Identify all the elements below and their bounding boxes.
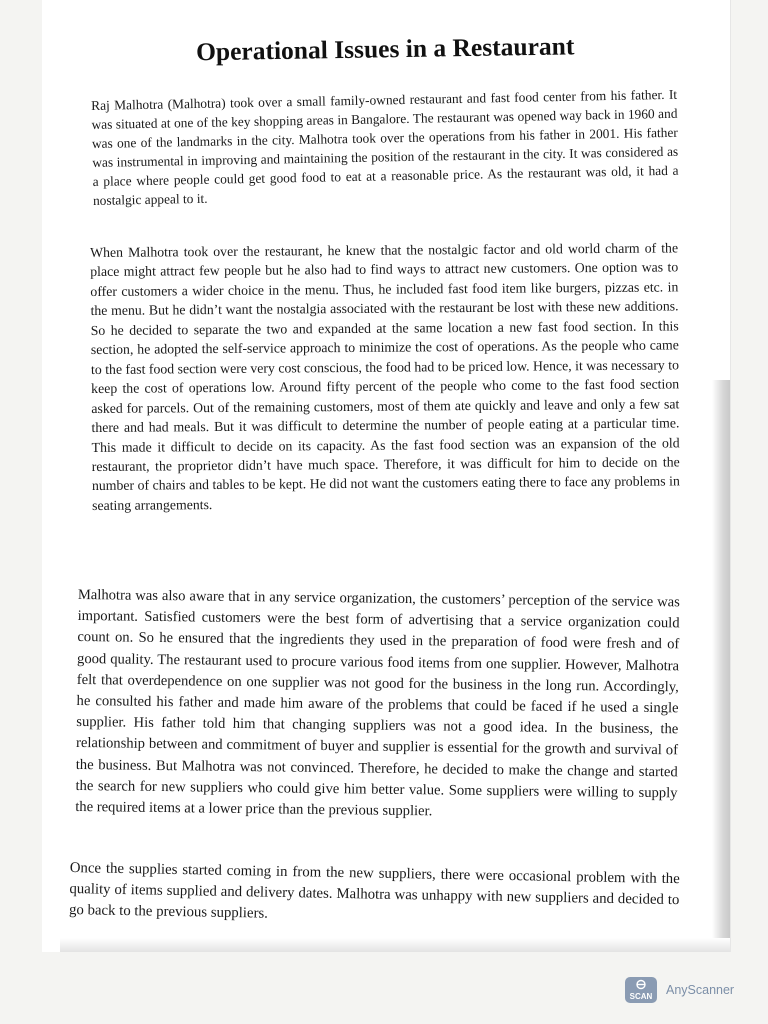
anyscanner-logo-icon — [624, 976, 658, 1004]
paragraph-1: Raj Malhotra (Malhotra) took over a small family-owned restaurant and fast food center from his father. It was situated at one of the key shopping areas in Bangalore. The restaurant was opened way back in 1960 and was one of the landmarks in the city. Malhotra took over the operations from his father in 2001. His father was instrumental in improving and maintaining the position of the restaurant in the city. It was considered as a place where people could get good food to eat at a reasonable price. As the restaurant was old, it had a nostalgic appeal to it. — [91, 86, 679, 209]
document-title: Operational Issues in a Restaurant — [195, 31, 575, 67]
paragraph-4: Once the supplies started coming in from the new suppliers, there were occasional problem with the quality of items supplied and delivery dates. Malhotra was unhappy with new suppliers and decided to go back to the previous suppliers. — [68, 859, 680, 922]
paper-bottom-shadow — [60, 938, 730, 952]
paper-edge-shadow — [712, 380, 730, 952]
paragraph-3: Malhotra was also aware that in any service organization, the customers’ perception of the service was important. Satisfied customers were the best form of advertising that a service organization could count on. So he ensured that the ingredients they used in the preparation of food were fresh and of good quality. The restaurant used to procure various food items from one supplier. However, Malhotra felt that overdependence on one supplier was not good for the business in the long run. Accordingly, he consulted his father and made him aware of the problems that could be faced if he used a single supplier. His father told him that changing suppliers was not a good idea. In the business, the relationship between and commitment of buyer and supplier is essential for the growth and survival of the business. But Malhotra was not convinced. Therefore, he decided to make the change and started the search for new suppliers who could give him better value. Some suppliers were willing to supply the required items at a lower price than the previous supplier. — [75, 586, 680, 820]
logo-text: SCAN — [629, 992, 653, 1001]
watermark-brand: AnyScanner — [666, 983, 735, 997]
anyscanner-watermark — [624, 976, 734, 1004]
paragraph-2: When Malhotra took over the restaurant, he knew that the nostalgic factor and old world charm of the place might attract few people but he also had to find ways to attract new customers. One option was to offer customers a wider choice in the menu. Thus, he included fast food item like burgers, pizzas etc. in the menu. But he didn’t want the nostalgia associated with the restaurant be lost with these new additions. So he decided to separate the two and expanded at the same location a new fast food section. In this section, he adopted the self-service approach to minimize the cost of operations. As the people who came to the fast food section were very cost conscious, the food had to be priced low. Hence, it was necessary to keep the cost of operations low. Around fifty percent of the people who come to the fast food section asked for parcels. Out of the remaining customers, most of them ate quickly and leave and only a few sat there and had meals. But it was difficult to determine the number of people eating at a particular time. This made it difficult to decide on its capacity. As the fast food section was an expansion of the old restaurant, the proprietor didn’t have much space. Therefore, it was difficult for him to decide on the number of chairs and tables to be kept. He did not want the customers eating there to face any problems in seating arrangements. — [90, 240, 680, 513]
